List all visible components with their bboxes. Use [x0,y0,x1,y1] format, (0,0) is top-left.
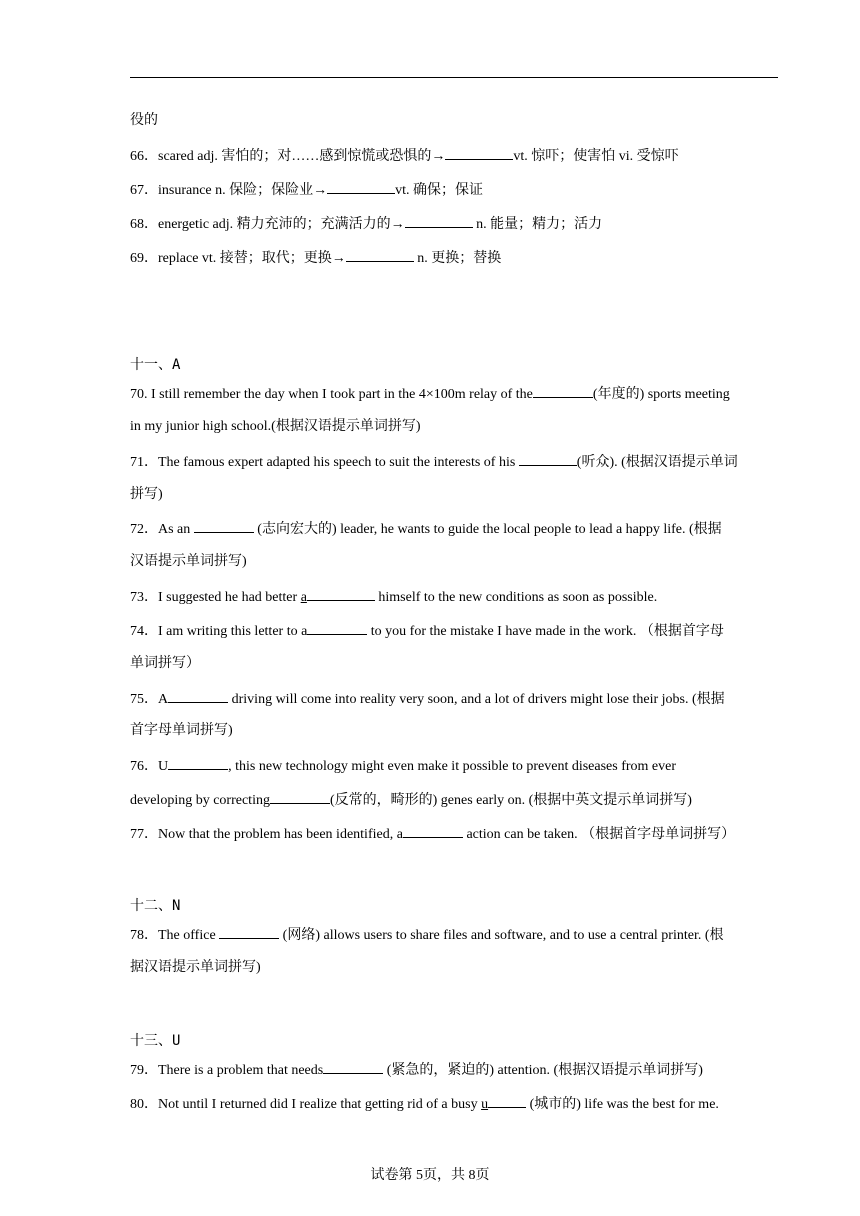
question-text: (紧急的，紧迫的) attention. (根据汉语提示单词拼写) [383,1063,703,1078]
page-footer: 试卷第 5页，共 8页 [370,1168,490,1183]
question-72 [130,519,722,539]
question-text: 73．I suggested he had better [130,590,301,605]
text-line: 汉语提示单词拼写) [130,554,247,569]
question-text: , this new technology might even make it possible to prevent diseases from ever [228,759,677,774]
question-67 [130,180,483,200]
question-68 [130,214,602,234]
question-text: to you for the mistake I have made in the work. （根据首字母 [367,624,724,639]
question-text: vt. 惊吓；使害怕 vi. 受惊吓 [513,149,679,164]
question-text: 79．There is a problem that needs [130,1063,324,1078]
answer-blank[interactable] [346,248,414,262]
answer-blank[interactable] [327,180,395,194]
answer-blank[interactable] [488,1094,526,1108]
answer-blank[interactable] [219,925,279,939]
question-74 [130,621,724,641]
question-text: himself to the new conditions as soon as possible. [374,590,658,605]
question-69 [130,248,501,268]
question-text: (志向宏大的) leader, he wants to guide the local people to lead a happy life. (根据 [253,522,722,537]
answer-blank[interactable] [445,146,513,160]
question-text: (城市的) life was the best for me. [526,1097,719,1112]
question-73 [130,587,657,607]
question-text: action can be taken. （根据首字母单词拼写） [462,827,736,842]
answer-blank[interactable] [307,621,367,635]
text-line: 单词拼写） [130,656,200,671]
text-line: 拼写) [130,487,163,502]
question-text: n. 更换；替换 [413,251,502,266]
answer-blank[interactable] [405,214,473,228]
question-text: 75．A [130,692,169,707]
question-70 [130,384,730,404]
answer-blank[interactable] [323,1060,383,1074]
question-text: 78．The office [130,928,220,943]
question-text: 80．Not until I returned did I realize that getting rid of a busy [130,1097,482,1112]
section-heading: 十二、N [130,898,181,914]
answer-blank[interactable] [403,824,463,838]
question-79 [130,1060,703,1080]
answer-blank[interactable] [270,790,330,804]
section-heading: 十三、U [130,1033,181,1049]
question-text: (年度的) sports meeting [592,387,730,402]
header-rule [130,77,778,78]
question-77 [130,824,735,844]
question-71 [130,452,738,472]
question-text: 70. I still remember the day when I took part in the 4×100m relay of the [130,387,533,402]
initial-letter: a [300,590,307,605]
question-80 [130,1094,719,1114]
question-text: (听众). (根据汉语提示单词 [576,455,738,470]
text-line: 役的 [130,113,158,128]
section-heading: 十一、A [130,357,181,373]
question-text: 77．Now that the problem has been identified, a [130,827,403,842]
question-text: vt. 确保；保证 [395,183,484,198]
question-text: n. 能量；精力；活力 [472,217,603,232]
question-text: 69．replace vt. 接替；取代；更换→ [130,251,346,266]
answer-blank[interactable] [519,452,577,466]
answer-blank[interactable] [168,689,228,703]
question-text: 66．scared adj. 害怕的；对……感到惊慌或恐惧的→ [130,149,446,164]
question-text: developing by correcting [130,793,270,808]
answer-blank[interactable] [194,519,254,533]
question-text: 71．The famous expert adapted his speech to suit the interests of his [130,455,519,470]
initial-letter: u [481,1097,489,1112]
question-text: 72．As an [130,522,194,537]
question-text: 76．U [130,759,169,774]
question-76 [130,756,676,776]
answer-blank[interactable] [307,587,375,601]
question-text: 74．I am writing this letter to a [130,624,308,639]
text-line: 首字母单词拼写) [130,723,233,738]
question-text: (反常的，畸形的) genes early on. (根据中英文提示单词拼写) [329,793,692,808]
question-text: 67．insurance n. 保险；保险业→ [130,183,328,198]
answer-blank[interactable] [168,756,228,770]
question-text: driving will come into reality very soon, and a lot of drivers might lose their jobs. (根据 [228,692,725,707]
text-line: 据汉语提示单词拼写) [130,960,261,975]
answer-blank[interactable] [533,384,593,398]
question-text: 68．energetic adj. 精力充沛的；充满活力的→ [130,217,405,232]
text-line: in my junior high school.(根据汉语提示单词拼写) [130,419,421,434]
question-76-cont [130,790,692,810]
question-66 [130,146,679,166]
question-text: (网络) allows users to share files and software, and to use a central printer. (根 [279,928,724,943]
question-75 [130,689,725,709]
question-78 [130,925,724,945]
